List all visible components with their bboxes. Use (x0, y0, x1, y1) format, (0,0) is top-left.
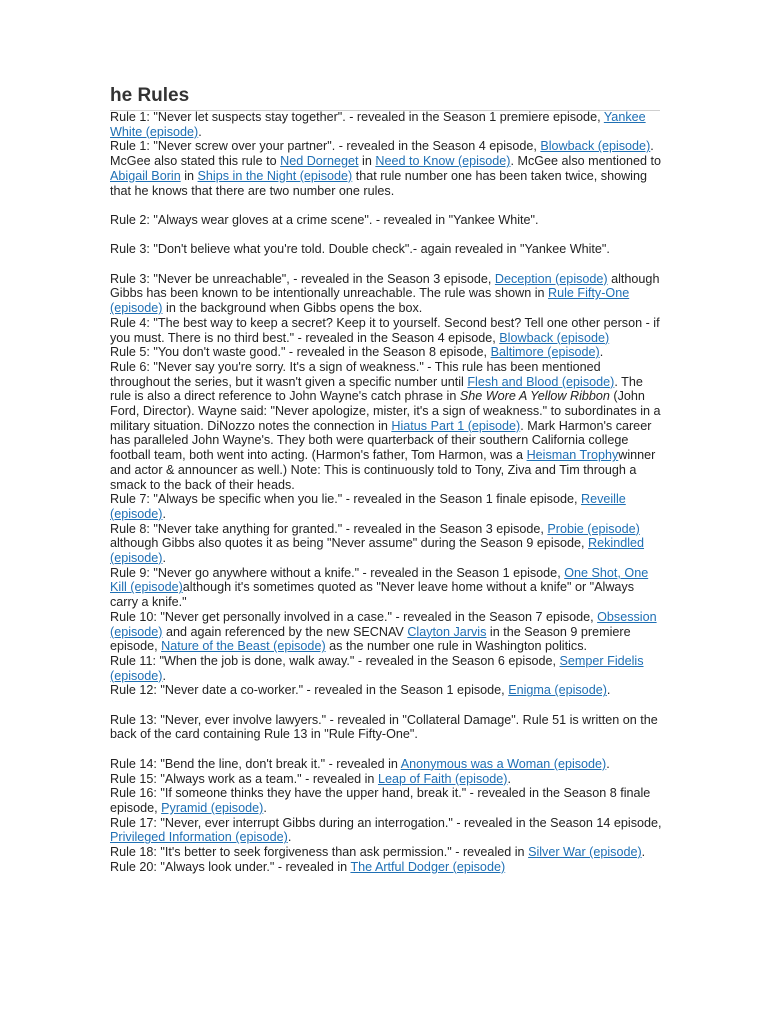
rule-text: . (507, 771, 511, 786)
rule-text: . (606, 683, 611, 698)
rule-paragraph (110, 316, 662, 345)
episode-link[interactable]: Yankee White (episode) (110, 110, 646, 139)
rule-text: in the background when Gibbs opens the box. (162, 301, 423, 316)
rule-paragraph (110, 139, 662, 198)
rule-text: . The rule is also a direct reference to John Wayne's catch phrase in (110, 374, 643, 404)
rule-paragraph (110, 757, 662, 772)
rules-list (110, 110, 662, 874)
rule-text: Rule 11: "When the job is done, walk away." - revealed in the Season 6 episode, (110, 653, 560, 668)
rule-paragraph (110, 683, 662, 698)
rule-text: . (162, 506, 167, 521)
rule-text: . McGee also mentioned to (510, 154, 661, 169)
episode-link[interactable]: Pyramid (episode) (161, 800, 264, 815)
rule-paragraph (110, 345, 662, 360)
rule-text: . (606, 756, 610, 771)
episode-link[interactable]: Enigma (episode) (508, 683, 607, 698)
rule-paragraph (110, 654, 662, 683)
rule-text: Rule 12: "Never date a co-worker." - revealed in the Season 1 episode, (110, 683, 509, 698)
rule-text: and again referenced by the new SECNAV (162, 624, 408, 639)
episode-link[interactable]: Ships in the Night (episode) (197, 168, 353, 183)
episode-link[interactable]: Rule Fifty-One (episode) (110, 286, 630, 316)
page-title: he Rules (110, 84, 660, 111)
episode-link[interactable]: Reveille (episode) (110, 492, 626, 521)
paragraph-gap (110, 698, 662, 713)
rule-text: in (180, 168, 198, 183)
rule-text: Rule 20: "Always look under." - revealed in (110, 859, 351, 874)
episode-link[interactable]: One Shot, One Kill (episode) (110, 565, 649, 595)
episode-link[interactable]: Abigail Borin (110, 168, 181, 183)
rule-paragraph (110, 816, 662, 845)
rule-text: in (358, 154, 376, 169)
rule-text: (John Ford, Director). Wayne said: "Never apologize, mister, it's a sign of weakness." to subordinates in a military situation. DiNozzo notes the connection in (110, 389, 661, 433)
rule-paragraph (110, 713, 662, 742)
rule-text: Rule 1: "Never screw over your partner". - revealed in the Season 4 episode, (110, 139, 541, 154)
rule-text: . (287, 830, 292, 845)
rule-text: Rule 2: "Always wear gloves at a crime scene". - revealed in "Yankee White". (110, 212, 539, 227)
rule-paragraph (110, 522, 662, 566)
rule-paragraph (110, 786, 662, 815)
rule-text: Rule 10: "Never get personally involved in a case." - revealed in the Season 7 episode, (110, 609, 598, 624)
rule-text: . (599, 345, 604, 360)
italic-title: She Wore A Yellow Ribbon (459, 389, 610, 404)
episode-link[interactable]: Hiatus Part 1 (episode) (391, 418, 521, 433)
rule-text: as the number one rule in Washington politics. (325, 639, 587, 654)
paragraph-gap (110, 742, 662, 757)
episode-link[interactable]: Heisman Trophy (526, 448, 619, 463)
rule-paragraph (110, 213, 662, 228)
rule-text: Rule 4: "The best way to keep a secret? Keep it to yourself. Second best? Tell one other person - if you must. There is no third best." - revealed in the Season 4 episode, (110, 315, 660, 345)
episode-link[interactable]: Probie (episode) (547, 521, 640, 536)
rule-text: Rule 3: "Don't believe what you're told. Double check".- again revealed in "Yankee White". (110, 242, 610, 257)
rule-text: Rule 18: "It's better to seek forgiveness than ask permission." - revealed in (110, 845, 529, 860)
rule-text: although Gibbs also quotes it as being "Never assume" during the Season 9 episode, (110, 536, 589, 551)
episode-link[interactable]: Anonymous was a Woman (episode) (400, 756, 607, 771)
episode-link[interactable]: Nature of the Beast (episode) (161, 639, 326, 654)
rule-text: Rule 5: "You don't waste good." - revealed in the Season 8 episode, (110, 345, 491, 360)
paragraph-gap (110, 198, 662, 213)
episode-link[interactable]: Silver War (episode) (528, 845, 642, 860)
rule-text: Rule 9: "Never go anywhere without a knife." - revealed in the Season 1 episode, (110, 565, 565, 580)
rule-paragraph (110, 242, 662, 257)
paragraph-gap (110, 257, 662, 272)
rule-paragraph (110, 272, 662, 316)
rule-text: Rule 8: "Never take anything for granted." - revealed in the Season 3 episode, (110, 521, 548, 536)
episode-link[interactable]: Obsession (episode) (110, 609, 657, 639)
rule-text: although it's sometimes quoted as "Never leave home without a knife" or "Always carry a knife." (110, 580, 635, 610)
episode-link[interactable]: Flesh and Blood (episode) (467, 374, 615, 389)
rule-text: Rule 17: "Never, ever interrupt Gibbs during an interrogation." - revealed in the Season 14 episode, (110, 815, 662, 830)
rule-text: . (641, 845, 646, 860)
rule-paragraph (110, 360, 662, 492)
episode-link[interactable]: Clayton Jarvis (407, 624, 487, 639)
rule-text: Rule 13: "Never, ever involve lawyers." - revealed in "Collateral Damage". Rule 51 is written on the back of the card containing Rule 13 in "Rule Fifty-One". (110, 712, 658, 742)
episode-link[interactable]: The Artful Dodger (episode) (350, 859, 506, 874)
rule-text: Rule 1: "Never let suspects stay together". - revealed in the Season 1 premiere episode, (110, 110, 604, 124)
episode-link[interactable]: Privileged Information (episode) (110, 830, 288, 845)
rule-paragraph (110, 566, 662, 610)
rule-text: Rule 7: "Always be specific when you lie." - revealed in the Season 1 finale episode, (110, 492, 581, 507)
episode-link[interactable]: Deception (episode) (494, 271, 608, 286)
rule-text: . (162, 551, 167, 566)
rule-text: although Gibbs has been known to be intentionally unreachable. The rule was shown in (110, 271, 660, 301)
rule-paragraph (110, 772, 662, 787)
paragraph-gap (110, 228, 662, 243)
rule-paragraph (110, 492, 662, 521)
episode-link[interactable]: Blowback (episode) (540, 139, 651, 154)
rule-text: . (162, 668, 167, 683)
rule-paragraph (110, 610, 662, 654)
rule-text: in the Season 9 premiere episode, (110, 624, 631, 654)
episode-link[interactable]: Leap of Faith (episode) (377, 771, 508, 786)
rule-text: . McGee also stated this rule to (110, 139, 654, 169)
episode-link[interactable]: Semper Fidelis (episode) (110, 653, 644, 683)
rule-text: Rule 15: "Always work as a team." - revealed in (110, 771, 378, 786)
episode-link[interactable]: Baltimore (episode) (490, 345, 600, 360)
rule-paragraph (110, 110, 662, 139)
rule-text: that rule number one has been taken twice, showing that he knows that there are two number one rules. (110, 168, 647, 198)
episode-link[interactable]: Ned Dorneget (280, 154, 359, 169)
episode-link[interactable]: Rekindled (episode) (110, 536, 645, 566)
rule-text: Rule 16: "If someone thinks they have the upper hand, break it." - revealed in the Season 8 finale episode, (110, 786, 651, 815)
episode-link[interactable]: Blowback (episode) (499, 330, 610, 345)
rule-text: Rule 6: "Never say you're sorry. It's a sign of weakness." - This rule has been mentioned throughout the series, but it wasn't given a specific number until (110, 359, 601, 389)
rule-text: winner and actor & announcer as well.) Note: This is continuously told to Tony, Ziva and Tim through a smack to the back of their heads. (110, 448, 656, 492)
rule-text: Rule 14: "Bend the line, don't break it." - revealed in (110, 756, 401, 771)
episode-link[interactable]: Need to Know (episode) (375, 154, 511, 169)
rule-text: . Mark Harmon's career has paralleled John Wayne's. They both were quarterback of their southern California college football team, both went into acting. (Harmon's father, Tom Harmon, was a (110, 418, 652, 463)
rule-paragraph (110, 845, 662, 860)
rule-text: . (263, 800, 267, 815)
rule-text: Rule 3: "Never be unreachable", - revealed in the Season 3 episode, (110, 271, 495, 286)
rule-text: . (198, 124, 202, 139)
rule-paragraph (110, 860, 662, 875)
